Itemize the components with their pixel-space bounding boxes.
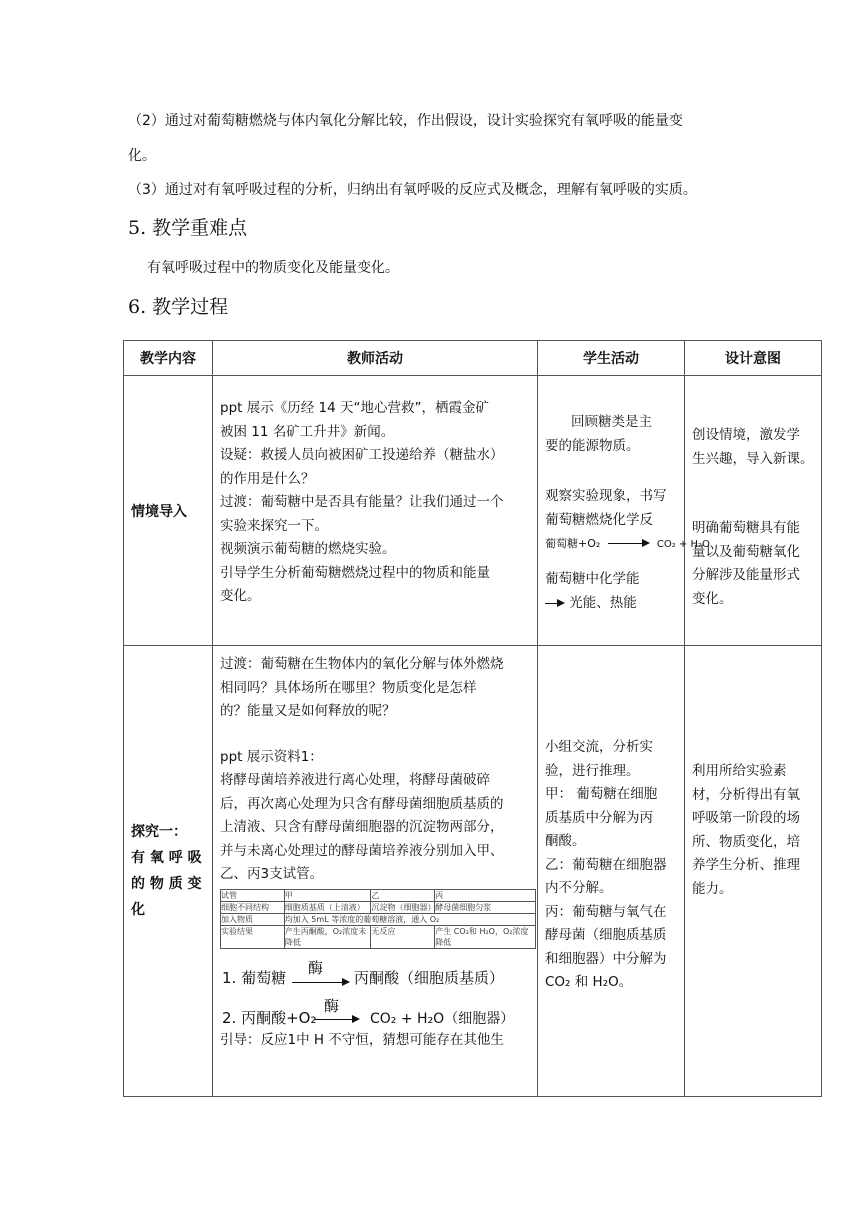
table-row xyxy=(221,889,536,901)
student-energy-2: 光能、热能 xyxy=(569,594,637,611)
row2-intent-cell xyxy=(685,646,822,1097)
reaction-2 xyxy=(220,996,531,1029)
student-line: 葡萄糖中化学能 xyxy=(545,571,640,587)
exp-cell: 丙 xyxy=(435,889,536,901)
intent-line: 养学生分析、推理 xyxy=(692,857,800,873)
row2-student-cell xyxy=(538,646,685,1097)
exp-cell: 试管 xyxy=(221,889,285,901)
material-line: 并与未离心处理过的酵母菌培养液分别加入甲、 xyxy=(220,842,504,859)
student-line: CO₂ 和 H₂O。 xyxy=(545,974,633,990)
exp-cell: 实验结果 xyxy=(221,925,285,948)
table-row xyxy=(124,376,822,646)
experiment-table xyxy=(220,889,536,949)
reaction2-left: 2. 丙酮酸+O₂ xyxy=(222,1008,317,1027)
student-line: 甲： 葡萄糖在细胞 xyxy=(545,786,658,802)
row1-student-cell xyxy=(538,376,710,646)
student-line: 内不分解。 xyxy=(545,880,613,896)
teacher-line: 视频演示葡萄糖的燃烧实验。 xyxy=(220,541,396,557)
header-teaching-content: 教学内容 xyxy=(124,341,213,376)
reaction2-enzyme: 酶 xyxy=(324,996,340,1015)
table-header-row xyxy=(124,341,822,376)
intent-line: 量以及葡萄糖氧化 xyxy=(692,543,800,560)
student-line: 验，进行推理。 xyxy=(545,762,640,779)
right-arrow-icon xyxy=(292,977,350,987)
exp-cell: 细胞不同结构 xyxy=(221,901,285,913)
row2-label-cell xyxy=(124,646,213,1097)
row1-teacher-cell xyxy=(213,376,538,646)
exp-cell: 细胞质基质（上清液） xyxy=(284,901,371,913)
teacher-line: ppt 展示《历经 14 天“地心营救”，栖霞金矿 xyxy=(220,400,489,416)
objective-2-line-2: 化。 xyxy=(128,148,156,164)
material-title: ppt 展示资料1： xyxy=(220,748,323,765)
intent-line: 创设情境，激发学 xyxy=(692,427,800,443)
objective-3: （3）通过对有氧呼吸过程的分析，归纳出有氧呼吸的反应式及概念，理解有氧呼吸的实质。 xyxy=(128,182,697,198)
student-line: 酮酸。 xyxy=(545,833,586,849)
reaction1-enzyme: 酶 xyxy=(308,958,324,977)
exp-cell: 酵母菌细胞匀浆 xyxy=(435,901,536,913)
exp-cell: 无反应 xyxy=(371,925,435,948)
teacher-line: 实验来探究一下。 xyxy=(220,517,328,534)
teacher-line: 被困 11 名矿工升井》新闻。 xyxy=(220,423,395,440)
section-5-body: 有氧呼吸过程中的物质变化及能量变化。 xyxy=(147,260,399,276)
student-line: 葡萄糖燃烧化学反 xyxy=(545,511,653,528)
exp-cell: 沉淀物（细胞器） xyxy=(371,902,436,912)
student-line: 乙：葡萄糖在细胞器 xyxy=(545,856,667,873)
header-design-intent: 设计意图 xyxy=(685,341,822,376)
exp-cell: 产生 CO₂和 H₂O，O₂浓度降低 xyxy=(435,925,536,948)
row2-label-line: 化 xyxy=(131,902,145,918)
student-line: 回顾糖类是主 xyxy=(571,414,652,430)
material-line: 后，再次离心处理为只含有酵母菌细胞质基质的 xyxy=(220,795,504,812)
section-5-heading: 5. 教学重难点 xyxy=(128,217,248,239)
reaction1-right: 丙酮酸（细胞质基质） xyxy=(354,968,505,987)
teacher-line: 引导学生分析葡萄糖燃烧过程中的物质和能量 xyxy=(220,564,490,581)
exp-cell: 均加入 5mL 等浓度的葡萄糖溶液，通入 O₂ xyxy=(284,913,535,925)
intent-line: 呼吸第一阶段的场 xyxy=(692,810,800,826)
exp-cell: 产生丙酮酸，O₂浓度未降低 xyxy=(284,925,371,948)
energy-conversion xyxy=(545,592,680,616)
exp-cell: 加入物质 xyxy=(221,913,285,925)
reaction1-left: 1. 葡萄糖 xyxy=(222,968,287,987)
intent-line: 材，分析得出有氧 xyxy=(692,786,800,803)
teacher-guide: 引导：反应1中 H 不守恒，猜想可能存在其他生 xyxy=(220,1031,504,1048)
student-line: 观察实验现象，书写 xyxy=(545,488,667,504)
student-line: 质基质中分解为丙 xyxy=(545,809,653,826)
exp-cell: 甲 xyxy=(284,889,371,901)
combustion-equation xyxy=(545,532,710,554)
material-line: 上清液、只含有酵母菌细胞器的沉淀物两部分， xyxy=(220,819,504,835)
right-arrow-icon xyxy=(545,598,565,608)
material-line: 乙、丙3支试管。 xyxy=(220,866,324,882)
material-line: 将酵母菌培养液进行离心处理，将酵母菌破碎 xyxy=(220,772,490,788)
header-student-activity: 学生活动 xyxy=(538,341,685,376)
teacher-line: 相同吗？具体场所在哪里？物质变化是怎样 xyxy=(220,679,477,696)
intent-line: 明确葡萄糖具有能 xyxy=(692,520,800,536)
teacher-line: 的作用是什么？ xyxy=(220,470,315,487)
student-line: 酵母菌（细胞质基质 xyxy=(545,927,667,943)
intent-line: 分解涉及能量形式 xyxy=(692,567,800,583)
right-arrow-icon xyxy=(608,538,650,548)
equation-right: CO₂ + H₂O xyxy=(656,539,710,550)
row1-intent-cell xyxy=(685,376,822,646)
row2-teacher-cell xyxy=(213,646,538,1097)
row2-label-line: 探究一： xyxy=(131,824,187,840)
intent-line: 生兴趣，导入新课。 xyxy=(692,450,814,467)
intent-line: 变化。 xyxy=(692,590,733,607)
student-line: 要的能源物质。 xyxy=(545,437,640,454)
right-arrow-icon xyxy=(314,1014,360,1024)
objective-2-line-1: （2）通过对葡萄糖燃烧与体内氧化分解比较，作出假设，设计实验探究有氧呼吸的能量变 xyxy=(128,113,683,129)
teacher-line: 过渡：葡萄糖中是否具有能量？让我们通过一个 xyxy=(220,494,504,510)
teacher-line: 的？能量又是如何释放的呢？ xyxy=(220,703,396,719)
intent-line: 利用所给实验素 xyxy=(692,763,787,779)
exp-cell: 乙 xyxy=(371,889,435,901)
table-row xyxy=(221,901,536,913)
equation-left: 葡萄糖+O₂ xyxy=(545,537,601,550)
intent-line: 能力。 xyxy=(692,880,733,897)
student-line: 和细胞器）中分解为 xyxy=(545,950,667,967)
row2-label-line: 的 物 质 变 xyxy=(131,876,202,892)
section-6-heading: 6. 教学过程 xyxy=(128,296,229,318)
reaction-1 xyxy=(220,959,531,989)
row2-label-line: 有 氧 呼 吸 xyxy=(131,850,202,866)
student-line: 丙：葡萄糖与氧气在 xyxy=(545,903,667,920)
teacher-line: 设疑：救援人员向被困矿工投递给养（糖盐水） xyxy=(220,447,504,463)
table-row xyxy=(221,925,536,948)
header-teacher-activity: 教师活动 xyxy=(213,341,538,376)
teacher-line: 过渡：葡萄糖在生物体内的氧化分解与体外燃烧 xyxy=(220,656,504,672)
intent-line: 所、物质变化，培 xyxy=(692,833,800,850)
teaching-process-table xyxy=(123,340,822,1097)
row1-label: 情境导入 xyxy=(131,503,187,520)
table-row xyxy=(221,913,536,925)
student-line: 小组交流，分析实 xyxy=(545,739,653,755)
reaction2-right: CO₂ + H₂O（细胞器） xyxy=(370,1010,515,1027)
table-row xyxy=(124,646,822,1097)
teacher-line: 变化。 xyxy=(220,588,261,604)
row1-label-cell xyxy=(124,376,213,646)
